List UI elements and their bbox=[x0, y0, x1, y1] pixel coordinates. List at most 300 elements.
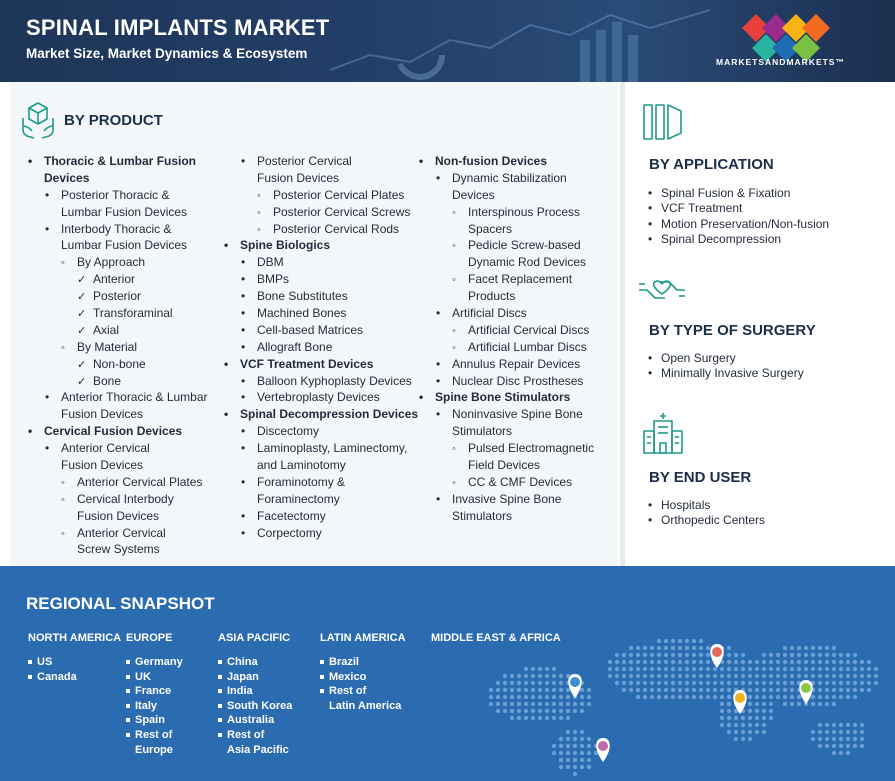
map-dot bbox=[552, 751, 556, 755]
map-dot bbox=[783, 702, 787, 706]
bullet-icon bbox=[452, 204, 456, 222]
map-dot bbox=[587, 744, 591, 748]
country-item: Asia Pacific bbox=[227, 743, 289, 756]
map-dot bbox=[853, 730, 857, 734]
map-dot bbox=[797, 695, 801, 699]
map-dot bbox=[755, 702, 759, 706]
map-dot bbox=[559, 681, 563, 685]
map-dot bbox=[545, 667, 549, 671]
product-list-text: Field Devices bbox=[468, 458, 541, 473]
chart-decoration-icon bbox=[330, 0, 710, 82]
map-dot bbox=[741, 730, 745, 734]
region-column bbox=[431, 632, 561, 655]
map-dot bbox=[503, 681, 507, 685]
region-name: EUROPE bbox=[126, 632, 173, 644]
map-dot bbox=[727, 730, 731, 734]
map-dot bbox=[762, 660, 766, 664]
map-dot bbox=[867, 681, 871, 685]
map-dot bbox=[510, 681, 514, 685]
map-dot bbox=[538, 674, 542, 678]
map-dot bbox=[489, 695, 493, 699]
map-dot bbox=[671, 639, 675, 643]
map-dot bbox=[643, 653, 647, 657]
country-item: Germany bbox=[126, 655, 183, 670]
page-subtitle: Market Size, Market Dynamics & Ecosystem bbox=[26, 46, 308, 61]
map-dot bbox=[734, 737, 738, 741]
map-dot bbox=[706, 653, 710, 657]
map-dot bbox=[811, 695, 815, 699]
bullet-icon bbox=[452, 322, 456, 340]
map-dot bbox=[720, 709, 724, 713]
bullet-icon bbox=[61, 474, 65, 492]
product-list-item bbox=[224, 237, 420, 254]
product-list-text: Posterior Thoracic & bbox=[61, 187, 170, 202]
map-dot bbox=[825, 660, 829, 664]
map-dot bbox=[580, 695, 584, 699]
product-list-text: Spacers bbox=[468, 221, 513, 236]
product-list-item bbox=[28, 525, 218, 542]
map-dot bbox=[545, 674, 549, 678]
map-dot bbox=[755, 660, 759, 664]
product-list-text: Dynamic Stabilization bbox=[452, 170, 567, 185]
map-dot bbox=[727, 723, 731, 727]
map-dot bbox=[531, 674, 535, 678]
bullet-icon bbox=[241, 271, 245, 288]
map-dot bbox=[664, 681, 668, 685]
bullet-icon bbox=[452, 271, 456, 289]
map-dot bbox=[720, 723, 724, 727]
map-dot bbox=[839, 653, 843, 657]
map-dot bbox=[769, 681, 773, 685]
map-dot bbox=[699, 674, 703, 678]
map-dot bbox=[650, 653, 654, 657]
map-dot bbox=[734, 716, 738, 720]
map-dot bbox=[783, 667, 787, 671]
map-dot bbox=[846, 653, 850, 657]
end_user-item: • Orthopedic Centers bbox=[648, 513, 765, 528]
map-dot bbox=[783, 681, 787, 685]
product-list-item bbox=[224, 305, 420, 322]
map-dot bbox=[818, 681, 822, 685]
map-dot bbox=[741, 716, 745, 720]
map-dot bbox=[678, 688, 682, 692]
map-dot bbox=[559, 744, 563, 748]
map-dot bbox=[636, 681, 640, 685]
map-dot bbox=[664, 646, 668, 650]
map-dot bbox=[846, 723, 850, 727]
map-dot bbox=[664, 674, 668, 678]
check-icon bbox=[77, 373, 86, 391]
country-item: Mexico bbox=[320, 670, 406, 685]
map-dot bbox=[839, 674, 843, 678]
map-dot bbox=[860, 667, 864, 671]
map-dot bbox=[573, 737, 577, 741]
map-dot bbox=[734, 653, 738, 657]
map-dot bbox=[874, 667, 878, 671]
map-dot bbox=[552, 744, 556, 748]
map-dot bbox=[811, 674, 815, 678]
map-dot bbox=[615, 660, 619, 664]
map-dot bbox=[559, 758, 563, 762]
map-dot bbox=[678, 646, 682, 650]
map-dot bbox=[769, 653, 773, 657]
map-dot bbox=[671, 674, 675, 678]
region-column bbox=[320, 632, 406, 713]
product-list-text: CC & CMF Devices bbox=[468, 474, 573, 489]
bullet-icon bbox=[436, 491, 440, 508]
map-dot bbox=[839, 751, 843, 755]
map-dot bbox=[636, 688, 640, 692]
product-list-item bbox=[224, 288, 420, 305]
map-dot bbox=[524, 709, 528, 713]
bullet-icon bbox=[452, 339, 456, 357]
country-item: India bbox=[218, 684, 292, 699]
map-dot bbox=[727, 695, 731, 699]
map-dot bbox=[538, 695, 542, 699]
product-list-text: Laminoplasty, Laminectomy, bbox=[257, 441, 408, 456]
map-dot bbox=[811, 667, 815, 671]
map-dot bbox=[622, 653, 626, 657]
region-column bbox=[218, 632, 292, 757]
map-dot bbox=[657, 646, 661, 650]
map-dot bbox=[573, 730, 577, 734]
country-item: Japan bbox=[218, 670, 292, 685]
map-dot bbox=[496, 695, 500, 699]
product-list-item bbox=[28, 305, 218, 322]
map-dot bbox=[510, 709, 514, 713]
map-dot bbox=[636, 674, 640, 678]
map-dot bbox=[867, 674, 871, 678]
product-list-item bbox=[224, 170, 420, 187]
map-dot bbox=[706, 681, 710, 685]
product-list-text: Anterior Cervical Plates bbox=[77, 474, 203, 489]
product-list-text: Spinal Decompression Devices bbox=[240, 407, 419, 422]
product-list-text: Devices bbox=[44, 170, 90, 185]
product-list-item bbox=[28, 204, 218, 221]
map-dot bbox=[566, 758, 570, 762]
bullet-icon bbox=[436, 305, 440, 322]
map-dot bbox=[545, 688, 549, 692]
product-list-text: Bone Substitutes bbox=[257, 289, 348, 304]
check-icon bbox=[77, 288, 86, 306]
product-list-item bbox=[224, 221, 420, 238]
product-list-item bbox=[419, 221, 615, 238]
by-product-header bbox=[20, 100, 163, 140]
surgery-list bbox=[648, 351, 804, 382]
map-dot bbox=[685, 674, 689, 678]
map-dot bbox=[818, 653, 822, 657]
map-dot bbox=[538, 716, 542, 720]
map-dot bbox=[741, 653, 745, 657]
map-dot bbox=[629, 667, 633, 671]
map-dot bbox=[685, 639, 689, 643]
product-list-item bbox=[419, 204, 615, 221]
map-dot bbox=[706, 646, 710, 650]
product-list-item bbox=[28, 288, 218, 305]
map-dot bbox=[692, 681, 696, 685]
product-list-text: Allograft Bone bbox=[257, 339, 333, 354]
map-dot bbox=[650, 681, 654, 685]
map-dot bbox=[720, 674, 724, 678]
map-dot bbox=[867, 660, 871, 664]
map-dot bbox=[671, 660, 675, 664]
map-dot bbox=[699, 639, 703, 643]
map-dot bbox=[853, 695, 857, 699]
map-dot bbox=[517, 709, 521, 713]
product-list-text: Annulus Repair Devices bbox=[452, 356, 581, 371]
map-dot bbox=[734, 674, 738, 678]
map-dot bbox=[720, 688, 724, 692]
bullet-icon bbox=[45, 389, 49, 406]
map-dot bbox=[713, 695, 717, 699]
map-dot bbox=[664, 653, 668, 657]
map-dot bbox=[818, 730, 822, 734]
map-dot bbox=[622, 681, 626, 685]
product-list-item bbox=[28, 170, 218, 187]
map-dot bbox=[769, 709, 773, 713]
product-list-item bbox=[224, 271, 420, 288]
map-dot bbox=[685, 667, 689, 671]
map-dot bbox=[650, 688, 654, 692]
product-list-text: Cervical Fusion Devices bbox=[44, 424, 183, 439]
map-dot bbox=[762, 716, 766, 720]
map-dot bbox=[776, 681, 780, 685]
map-dot bbox=[832, 751, 836, 755]
map-dot bbox=[650, 660, 654, 664]
map-dot bbox=[531, 681, 535, 685]
by-end-user-heading: BY END USER bbox=[649, 469, 752, 486]
product-list-item bbox=[28, 508, 218, 525]
map-dot bbox=[832, 653, 836, 657]
map-dot bbox=[755, 723, 759, 727]
map-dot bbox=[783, 653, 787, 657]
map-dot bbox=[664, 660, 668, 664]
bullet-icon bbox=[241, 254, 245, 271]
map-dot bbox=[790, 667, 794, 671]
map-dot bbox=[790, 688, 794, 692]
map-dot bbox=[545, 681, 549, 685]
map-dot bbox=[580, 758, 584, 762]
map-dot bbox=[769, 660, 773, 664]
product-list-text: Facetectomy bbox=[257, 508, 326, 523]
map-dot bbox=[615, 667, 619, 671]
product-list-text: Posterior Cervical Plates bbox=[273, 187, 405, 202]
map-dot bbox=[517, 716, 521, 720]
map-dot bbox=[811, 660, 815, 664]
map-dot bbox=[825, 667, 829, 671]
product-list-text: Vertebroplasty Devices bbox=[257, 390, 380, 405]
map-dot bbox=[559, 716, 563, 720]
map-dot bbox=[559, 674, 563, 678]
map-dot bbox=[566, 702, 570, 706]
map-dot bbox=[741, 723, 745, 727]
country-item: Rest of bbox=[126, 728, 183, 743]
product-list-text: By Approach bbox=[77, 255, 146, 270]
product-list-text: Screw Systems bbox=[77, 542, 160, 557]
map-dot bbox=[846, 681, 850, 685]
country-item: US bbox=[28, 655, 121, 670]
country-item: UK bbox=[126, 670, 183, 685]
product-list-text: Artificial Lumbar Discs bbox=[468, 339, 587, 354]
map-dot bbox=[671, 653, 675, 657]
product-list-text: VCF Treatment Devices bbox=[240, 356, 374, 371]
map-dot bbox=[776, 688, 780, 692]
map-dot bbox=[510, 688, 514, 692]
map-dot bbox=[741, 667, 745, 671]
region-name: MIDDLE EAST & AFRICA bbox=[431, 632, 561, 644]
bullet-icon bbox=[241, 373, 245, 390]
bullet-icon bbox=[436, 406, 440, 423]
map-dot bbox=[818, 667, 822, 671]
product-list-text: Cervical Interbody bbox=[77, 491, 174, 506]
country-item: Spain bbox=[126, 713, 183, 728]
map-dot bbox=[853, 660, 857, 664]
map-dot bbox=[776, 653, 780, 657]
product-list-text: Nuclear Disc Prostheses bbox=[452, 373, 584, 388]
map-dot bbox=[874, 674, 878, 678]
country-item: Latin America bbox=[329, 699, 402, 712]
bullet-icon bbox=[45, 187, 49, 204]
bullet-icon bbox=[436, 356, 440, 373]
bullet-icon bbox=[45, 440, 49, 457]
map-dot bbox=[734, 667, 738, 671]
map-dot bbox=[699, 681, 703, 685]
map-dot bbox=[587, 702, 591, 706]
map-dot bbox=[573, 751, 577, 755]
map-dot bbox=[762, 709, 766, 713]
country-item: France bbox=[126, 684, 183, 699]
map-dot bbox=[797, 653, 801, 657]
region-column bbox=[126, 632, 183, 757]
map-dot bbox=[664, 695, 668, 699]
bullet-icon bbox=[61, 491, 65, 509]
product-list-text: Fusion Devices bbox=[257, 170, 340, 185]
map-dot bbox=[755, 730, 759, 734]
map-dot bbox=[587, 695, 591, 699]
map-dot bbox=[559, 695, 563, 699]
map-dot bbox=[692, 646, 696, 650]
product-list-item bbox=[419, 491, 615, 508]
map-dot bbox=[762, 695, 766, 699]
application-item: • VCF Treatment bbox=[648, 201, 829, 216]
product-list-item bbox=[224, 322, 420, 339]
map-dot bbox=[734, 660, 738, 664]
map-dot bbox=[615, 674, 619, 678]
map-dot bbox=[643, 681, 647, 685]
product-list-item bbox=[419, 373, 615, 390]
map-dot bbox=[832, 744, 836, 748]
map-dot bbox=[671, 695, 675, 699]
map-dot bbox=[776, 660, 780, 664]
map-dot bbox=[741, 674, 745, 678]
product-list-item bbox=[28, 541, 218, 558]
map-dot bbox=[678, 653, 682, 657]
map-dot bbox=[566, 730, 570, 734]
product-list-text: Interbody Thoracic & bbox=[61, 221, 172, 236]
map-dot bbox=[727, 716, 731, 720]
map-dot bbox=[748, 730, 752, 734]
country-item: Europe bbox=[135, 743, 173, 756]
product-column-2 bbox=[224, 153, 420, 541]
map-dot bbox=[832, 723, 836, 727]
map-dot bbox=[517, 695, 521, 699]
map-dot bbox=[650, 646, 654, 650]
map-dot bbox=[692, 674, 696, 678]
product-list-text: Devices bbox=[452, 187, 495, 202]
map-dot bbox=[608, 660, 612, 664]
map-dot bbox=[825, 653, 829, 657]
map-dot bbox=[748, 709, 752, 713]
country-item: Brazil bbox=[320, 655, 406, 670]
map-dot bbox=[727, 702, 731, 706]
map-dot bbox=[748, 702, 752, 706]
bullet-icon bbox=[436, 170, 440, 187]
map-dot bbox=[517, 674, 521, 678]
page-title: SPINAL IMPLANTS MARKET bbox=[26, 15, 330, 40]
map-dot bbox=[853, 723, 857, 727]
surgery-item: • Open Surgery bbox=[648, 351, 804, 366]
map-dot bbox=[552, 702, 556, 706]
map-dot bbox=[538, 681, 542, 685]
map-dot bbox=[503, 702, 507, 706]
product-list-text: Anterior Cervical bbox=[77, 525, 166, 540]
map-dot bbox=[846, 730, 850, 734]
product-list-text: Balloon Kyphoplasty Devices bbox=[257, 373, 412, 388]
map-dot bbox=[790, 702, 794, 706]
map-dot bbox=[608, 667, 612, 671]
product-list-item bbox=[28, 423, 218, 440]
map-dot bbox=[797, 674, 801, 678]
map-dot bbox=[608, 674, 612, 678]
country-item: South Korea bbox=[218, 699, 292, 714]
map-dot bbox=[804, 646, 808, 650]
map-dot bbox=[622, 660, 626, 664]
map-dot bbox=[531, 716, 535, 720]
map-dot bbox=[762, 730, 766, 734]
product-list-text: Spine Biologics bbox=[240, 238, 331, 253]
map-dot bbox=[727, 688, 731, 692]
map-dot bbox=[818, 737, 822, 741]
map-dot bbox=[531, 709, 535, 713]
bullet-icon bbox=[241, 440, 245, 457]
map-dot bbox=[643, 646, 647, 650]
map-dot bbox=[769, 667, 773, 671]
product-list-item bbox=[419, 423, 615, 440]
map-dot bbox=[860, 681, 864, 685]
map-dot bbox=[818, 674, 822, 678]
map-dot bbox=[692, 688, 696, 692]
map-dot bbox=[818, 688, 822, 692]
map-dot bbox=[846, 660, 850, 664]
map-dot bbox=[713, 688, 717, 692]
map-dot bbox=[860, 744, 864, 748]
product-list-item bbox=[224, 525, 420, 542]
by-application-heading: BY APPLICATION bbox=[649, 156, 774, 173]
map-dot bbox=[713, 667, 717, 671]
map-dot bbox=[748, 688, 752, 692]
map-dot bbox=[811, 653, 815, 657]
product-list-text: Thoracic & Lumbar Fusion bbox=[44, 154, 197, 168]
map-dot bbox=[846, 695, 850, 699]
country-item: Italy bbox=[126, 699, 183, 714]
product-list-text: Anterior Thoracic & Lumbar bbox=[61, 390, 208, 405]
map-dot bbox=[853, 688, 857, 692]
product-list-text: Bone bbox=[93, 373, 122, 388]
map-dot bbox=[839, 660, 843, 664]
bullet-icon bbox=[45, 221, 49, 238]
map-dot bbox=[636, 646, 640, 650]
map-dot bbox=[573, 765, 577, 769]
